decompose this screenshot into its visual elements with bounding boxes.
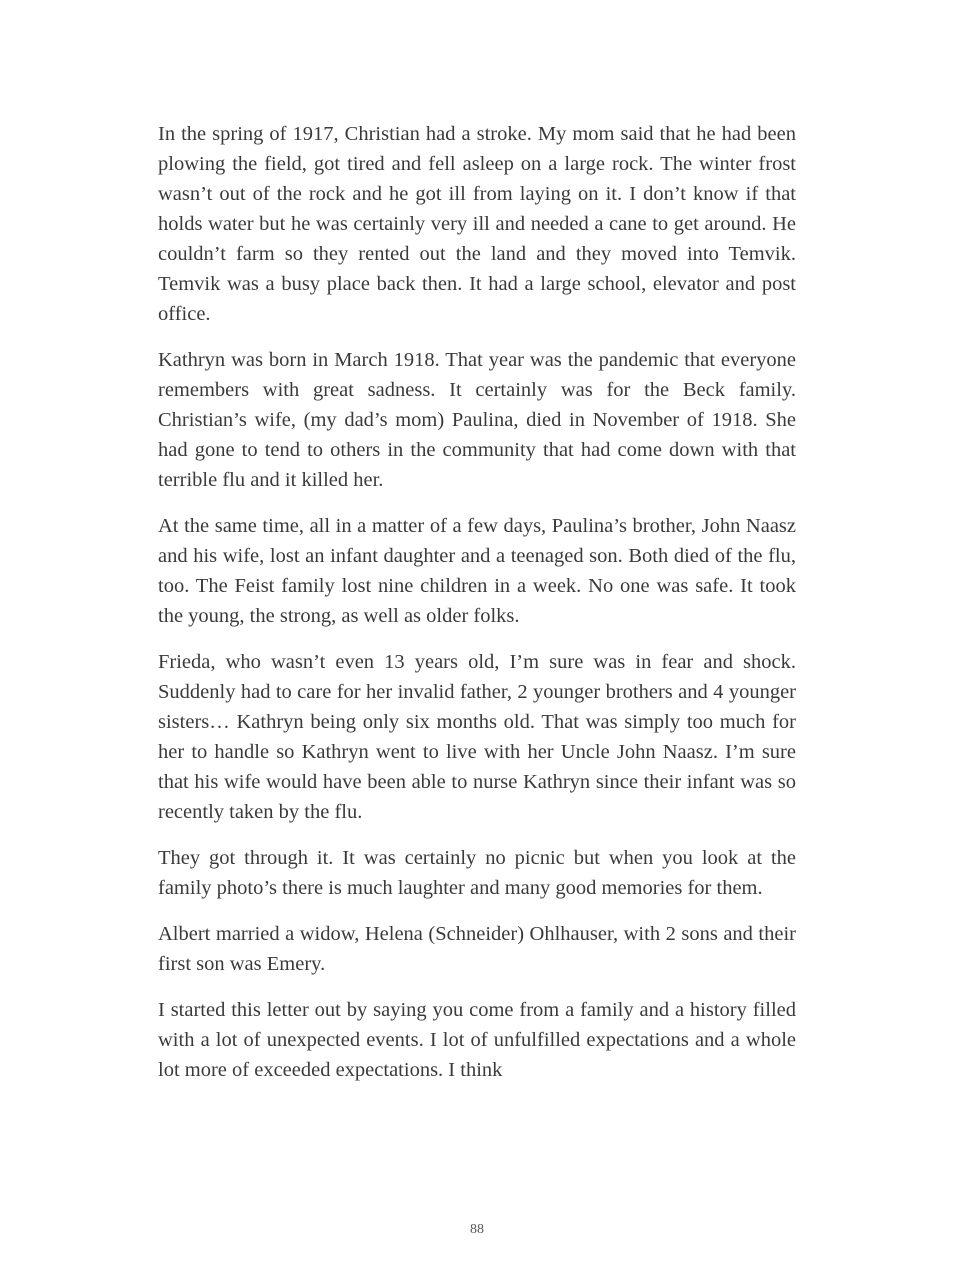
paragraph-2: Kathryn was born in March 1918. That year was the pandemic that everyone remembers with great sadness. It certainly was for the Beck family. Christian’s wife, (my dad’s mom) Paulina, died in November of 1918. She had gone to tend to others in the community that had come down with that terrible flu and it killed her. (158, 349, 796, 491)
paragraph-3: At the same time, all in a matter of a few days, Paulina’s brother, John Naasz and his wife, lost an infant daughter and a teenaged son. Both died of the flu, too. The Feist family lost nine children in a week. No one was safe. It took the young, the strong, as well as older folks. (158, 515, 796, 627)
paragraph-1: In the spring of 1917, Christian had a stroke. My mom said that he had been plowing the field, got tired and fell asleep on a large rock. The winter frost wasn’t out of the rock and he got ill from laying on it. I don’t know if that holds water but he was certainly very ill and needed a cane to get around. He couldn’t farm so they rented out the land and they moved into Temvik. Temvik was a busy place back then. It had a large school, elevator and post office. (158, 123, 796, 325)
page-number: 88 (470, 1222, 484, 1237)
paragraph-6: Albert married a widow, Helena (Schneider) Ohlhauser, with 2 sons and their first son was Emery. (158, 923, 796, 975)
paragraph-7: I started this letter out by saying you come from a family and a history filled with a lot of unexpected events. I lot of unfulfilled expectations and a whole lot more of exceeded expectations. I think (158, 999, 796, 1081)
paragraph-4: Frieda, who wasn’t even 13 years old, I’m sure was in fear and shock. Suddenly had to care for her invalid father, 2 younger brothers and 4 younger sisters… Kathryn being only six months old. That was simply too much for her to handle so Kathryn went to live with her Uncle John Naasz. I’m sure that his wife would have been able to nurse Kathryn since their infant was so recently taken by the flu. (158, 651, 796, 823)
body-text (158, 119, 796, 1101)
paragraph-5: They got through it. It was certainly no picnic but when you look at the family photo’s there is much laughter and many good memories for them. (158, 847, 796, 899)
